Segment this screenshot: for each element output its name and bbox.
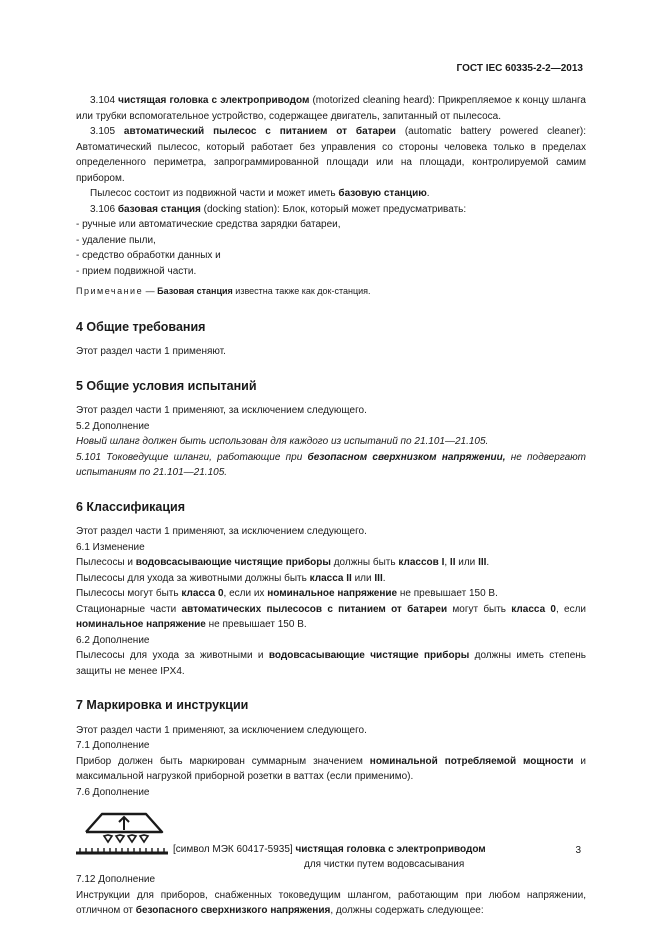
docking-station-list <box>76 217 586 279</box>
section-5-2-heading: 5.2 Дополнение <box>76 420 150 432</box>
section-6-2-heading: 6.2 Дополнение <box>76 634 150 646</box>
section-7-title: 7 Маркировка и инструкции <box>76 698 249 712</box>
section-7-1-text: Прибор должен быть маркирован суммарным значением номинальной потребляемой мощности и максимальной нагрузкой приборной розетки в ваттах (если применимо). <box>76 755 586 782</box>
section-5-title: 5 Общие условия испытаний <box>76 378 257 393</box>
section-6-1-p1: Пылесосы и водовсасывающие чистящие приборы должны быть классов I, II или III. <box>76 557 490 568</box>
section-7-12-text: Инструкции для приборов, снабженных токоведущим шлангом, работающим при любом напряжении, отличном от безопасного сверхнизкого напряжения, должны содержать следующее: <box>76 889 586 916</box>
page-body <box>76 93 586 919</box>
section-4-title: 4 Общие требования <box>76 319 206 334</box>
section-6-1-p4: Стационарные части автоматических пылесосов с питанием от батареи могут быть класса 0, если номинальное напряжение не превышает 150 В. <box>76 603 586 630</box>
section-5-text: Этот раздел части 1 применяют, за исключением следующего. <box>76 405 367 416</box>
section-4-text: Этот раздел части 1 применяют. <box>76 346 226 357</box>
section-7-12-heading: 7.12 Дополнение <box>76 874 156 885</box>
section-7-1-heading: 7.1 Дополнение <box>76 740 150 751</box>
section-5-2-text: Новый шланг должен быть использован для каждого из испытаний по 21.101—21.105. <box>76 436 489 447</box>
section-5-101: 5.101 Токоведущие шланги, работающие при безопасном сверхнизком напряжении, не подвергают испытаниям по 21.101—21.105. <box>76 451 586 478</box>
section-6-text: Этот раздел части 1 применяют, за исключением следующего. <box>76 526 367 537</box>
section-6-1-p3: Пылесосы могут быть класса 0, если их номинальное напряжение не превышает 150 В. <box>76 588 498 599</box>
symbol-caption: [символ МЭК 60417-5935] чистящая головка с электроприводом <box>173 844 486 855</box>
section-7-6-heading: 7.6 Дополнение <box>76 786 150 798</box>
standard-code-header: ГОСТ IEC 60335-2-2—2013 <box>456 63 583 74</box>
list-item: - средство обработки данных и <box>76 248 586 264</box>
section-6-title: 6 Классификация <box>76 499 186 514</box>
section-6-2-text: Пылесосы для ухода за животными и водовсасывающие чистящие приборы должны иметь степень защиты не менее IPX4. <box>76 650 587 677</box>
section-7-text: Этот раздел части 1 применяют, за исключением следующего. <box>76 724 367 736</box>
definition-3-105-extra: Пылесос состоит из подвижной части и может иметь базовую станцию. <box>90 188 430 199</box>
symbol-caption-line2: для чистки путем водовсасывания <box>304 859 465 870</box>
motorized-cleaning-head-symbol-icon <box>76 804 172 858</box>
symbol-row <box>76 804 586 870</box>
note: Примечание — Базовая станция известна также как док-станция. <box>76 286 371 296</box>
list-item: - ручные или автоматические средства зарядки батареи, <box>76 217 586 233</box>
list-item: - прием подвижной части. <box>76 264 586 280</box>
section-6-1-p2: Пылесосы для ухода за животными должны быть класса II или III. <box>76 572 386 584</box>
section-6-1-heading: 6.1 Изменение <box>76 541 145 553</box>
definition-3-105: 3.105 автоматический пылесос с питанием от батареи (automatic battery powered cleaner): Автоматический пылесос, который работает без управления со стороны человека только в пределах определенного периметра, запрограммированной площади или на площади, контролируемой самим прибором. <box>76 126 586 184</box>
list-item: - удаление пыли, <box>76 233 586 249</box>
definition-3-104: 3.104 чистящая головка с электроприводом (motorized cleaning heard): Прикрепляемое к концу шланга или трубки вспомогательное устройство, содержащее двигатель, запитанный от пылесоса. <box>76 95 586 122</box>
page-number: 3 <box>575 845 581 856</box>
definition-3-106: 3.106 базовая станция (docking station): Блок, который может предусматривать: <box>90 203 467 215</box>
